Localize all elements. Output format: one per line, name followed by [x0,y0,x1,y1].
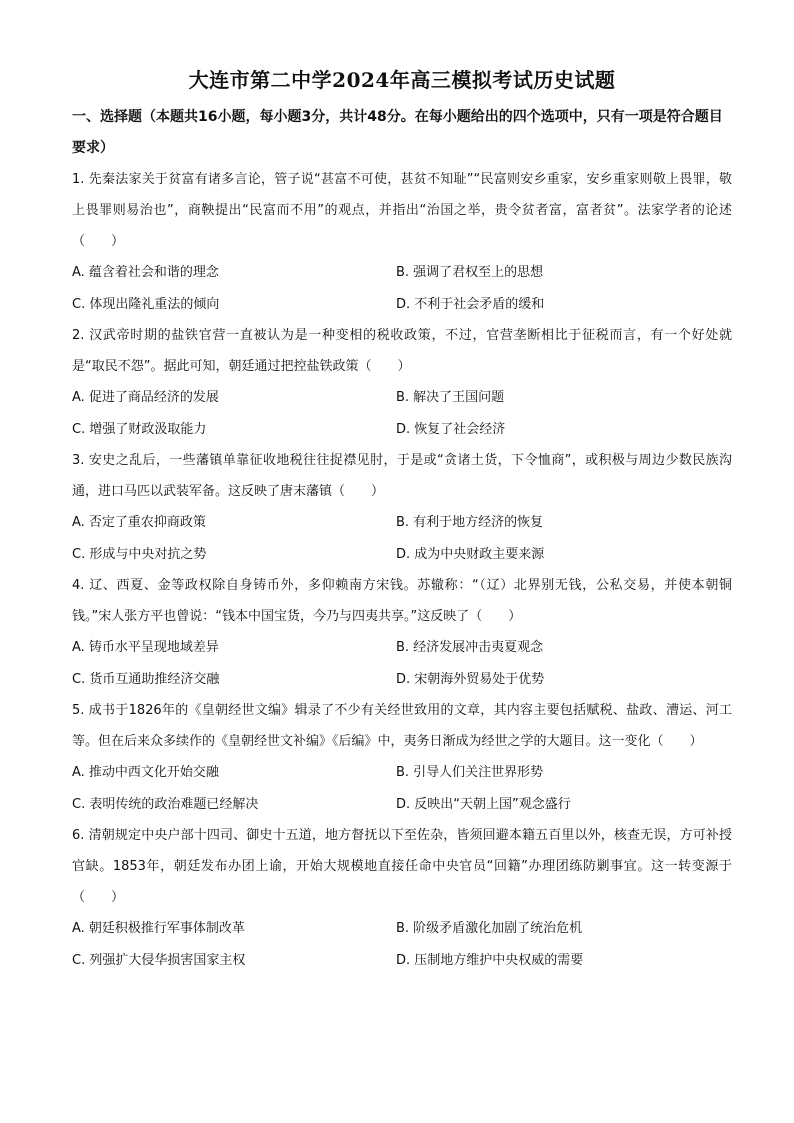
option-b[interactable]: B. 阶级矛盾激化加剧了统治危机 [396,921,583,936]
option-grid [72,507,732,570]
option-b[interactable]: B. 经济发展冲击夷夏观念 [396,640,544,655]
option-a[interactable]: A. 蕴含着社会和谐的理念 [72,265,219,280]
question-5 [72,695,732,820]
question-1 [72,164,732,320]
question-stem: 2. 汉武帝时期的盐铁官营一直被认为是一种变相的税收政策，不过，官营垄断相比于征税而言，有一个好处就是“取民不怨”。据此可知，朝廷通过把控盐铁政策（ ） [72,328,732,374]
question-stem: 4. 辽、西夏、金等政权除自身铸币外，多仰赖南方宋钱。苏辙称：“（辽）北界别无钱，公私交易，并使本朝铜钱。”宋人张方平也曾说：“钱本中国宝货，今乃与四夷共享。”这反映了（ ） [72,578,732,624]
option-grid [72,382,732,445]
section-heading: 一、选择题（本题共16小题，每小题3分，共计48分。在每小题给出的四个选项中，只有一项是符合题目要求） [72,109,723,156]
option-c[interactable]: C. 体现出隆礼重法的倾向 [72,296,220,312]
question-stem: 6. 清朝规定中央户部十四司、御史十五道，地方督抚以下至佐杂，皆须回避本籍五百里以外，核查无误，方可补授官缺。1853年，朝廷发布办团上谕，开始大规模地直接任命中央官员“回籍”办理团练防剿事宜。这一转变源于（ ） [72,828,732,905]
option-d[interactable]: D. 反映出“天朝上国”观念盛行 [396,796,571,812]
option-grid [72,257,732,320]
question-stem: 1. 先秦法家关于贫富有诸多言论，管子说“甚富不可使，甚贫不知耻”“民富则安乡重家，安乡重家则敬上畏罪，敬上畏罪则易治也”，商鞅提出“民富而不用”的观点，并指出“治国之举，贵令贫者富，富者贫”。法家学者的论述（ ） [72,172,732,249]
option-a[interactable]: A. 推动中西文化开始交融 [72,765,219,780]
option-a[interactable]: A. 促进了商品经济的发展 [72,390,219,405]
option-b[interactable]: B. 有利于地方经济的恢复 [396,515,544,530]
option-grid [72,913,732,976]
question-stem: 5. 成书于1826年的《皇朝经世文编》辑录了不少有关经世致用的文章，其内容主要包括赋税、盐政、漕运、河工等。但在后来众多续作的《皇朝经世文补编》《后编》中，夷务日渐成为经世之学的大题目。这一变化（ ） [72,703,732,749]
question-4 [72,570,732,695]
question-6 [72,820,732,976]
option-d[interactable]: D. 宋朝海外贸易处于优势 [396,671,545,687]
option-c[interactable]: C. 形成与中央对抗之势 [72,546,207,562]
option-b[interactable]: B. 解决了王国问题 [396,390,505,405]
question-3 [72,445,732,570]
option-b[interactable]: B. 强调了君权至上的思想 [396,265,544,280]
option-d[interactable]: D. 不利于社会矛盾的缓和 [396,296,545,312]
page-title: 大连市第二中学2024年高三模拟考试历史试题 [188,68,616,92]
option-c[interactable]: C. 货币互通助推经济交融 [72,671,220,687]
option-grid [72,632,732,695]
option-a[interactable]: A. 朝廷积极推行军事体制改革 [72,921,245,936]
question-2 [72,320,732,445]
option-a[interactable]: A. 否定了重农抑商政策 [72,515,206,530]
question-stem: 3. 安史之乱后，一些藩镇单靠征收地税往往捉襟见肘，于是或“贪诸土货，下令恤商”，或积极与周边少数民族沟通，进口马匹以武装军备。这反映了唐末藩镇（ ） [72,453,732,499]
option-a[interactable]: A. 铸币水平呈现地域差异 [72,640,219,655]
option-b[interactable]: B. 引导人们关注世界形势 [396,765,544,780]
option-d[interactable]: D. 压制地方维护中央权威的需要 [396,952,584,968]
exam-page [72,66,732,976]
option-d[interactable]: D. 恢复了社会经济 [396,421,506,437]
option-c[interactable]: C. 表明传统的政治难题已经解决 [72,796,259,812]
option-c[interactable]: C. 增强了财政汲取能力 [72,421,207,437]
option-grid [72,757,732,820]
option-c[interactable]: C. 列强扩大侵华损害国家主权 [72,952,246,968]
option-d[interactable]: D. 成为中央财政主要来源 [396,546,545,562]
